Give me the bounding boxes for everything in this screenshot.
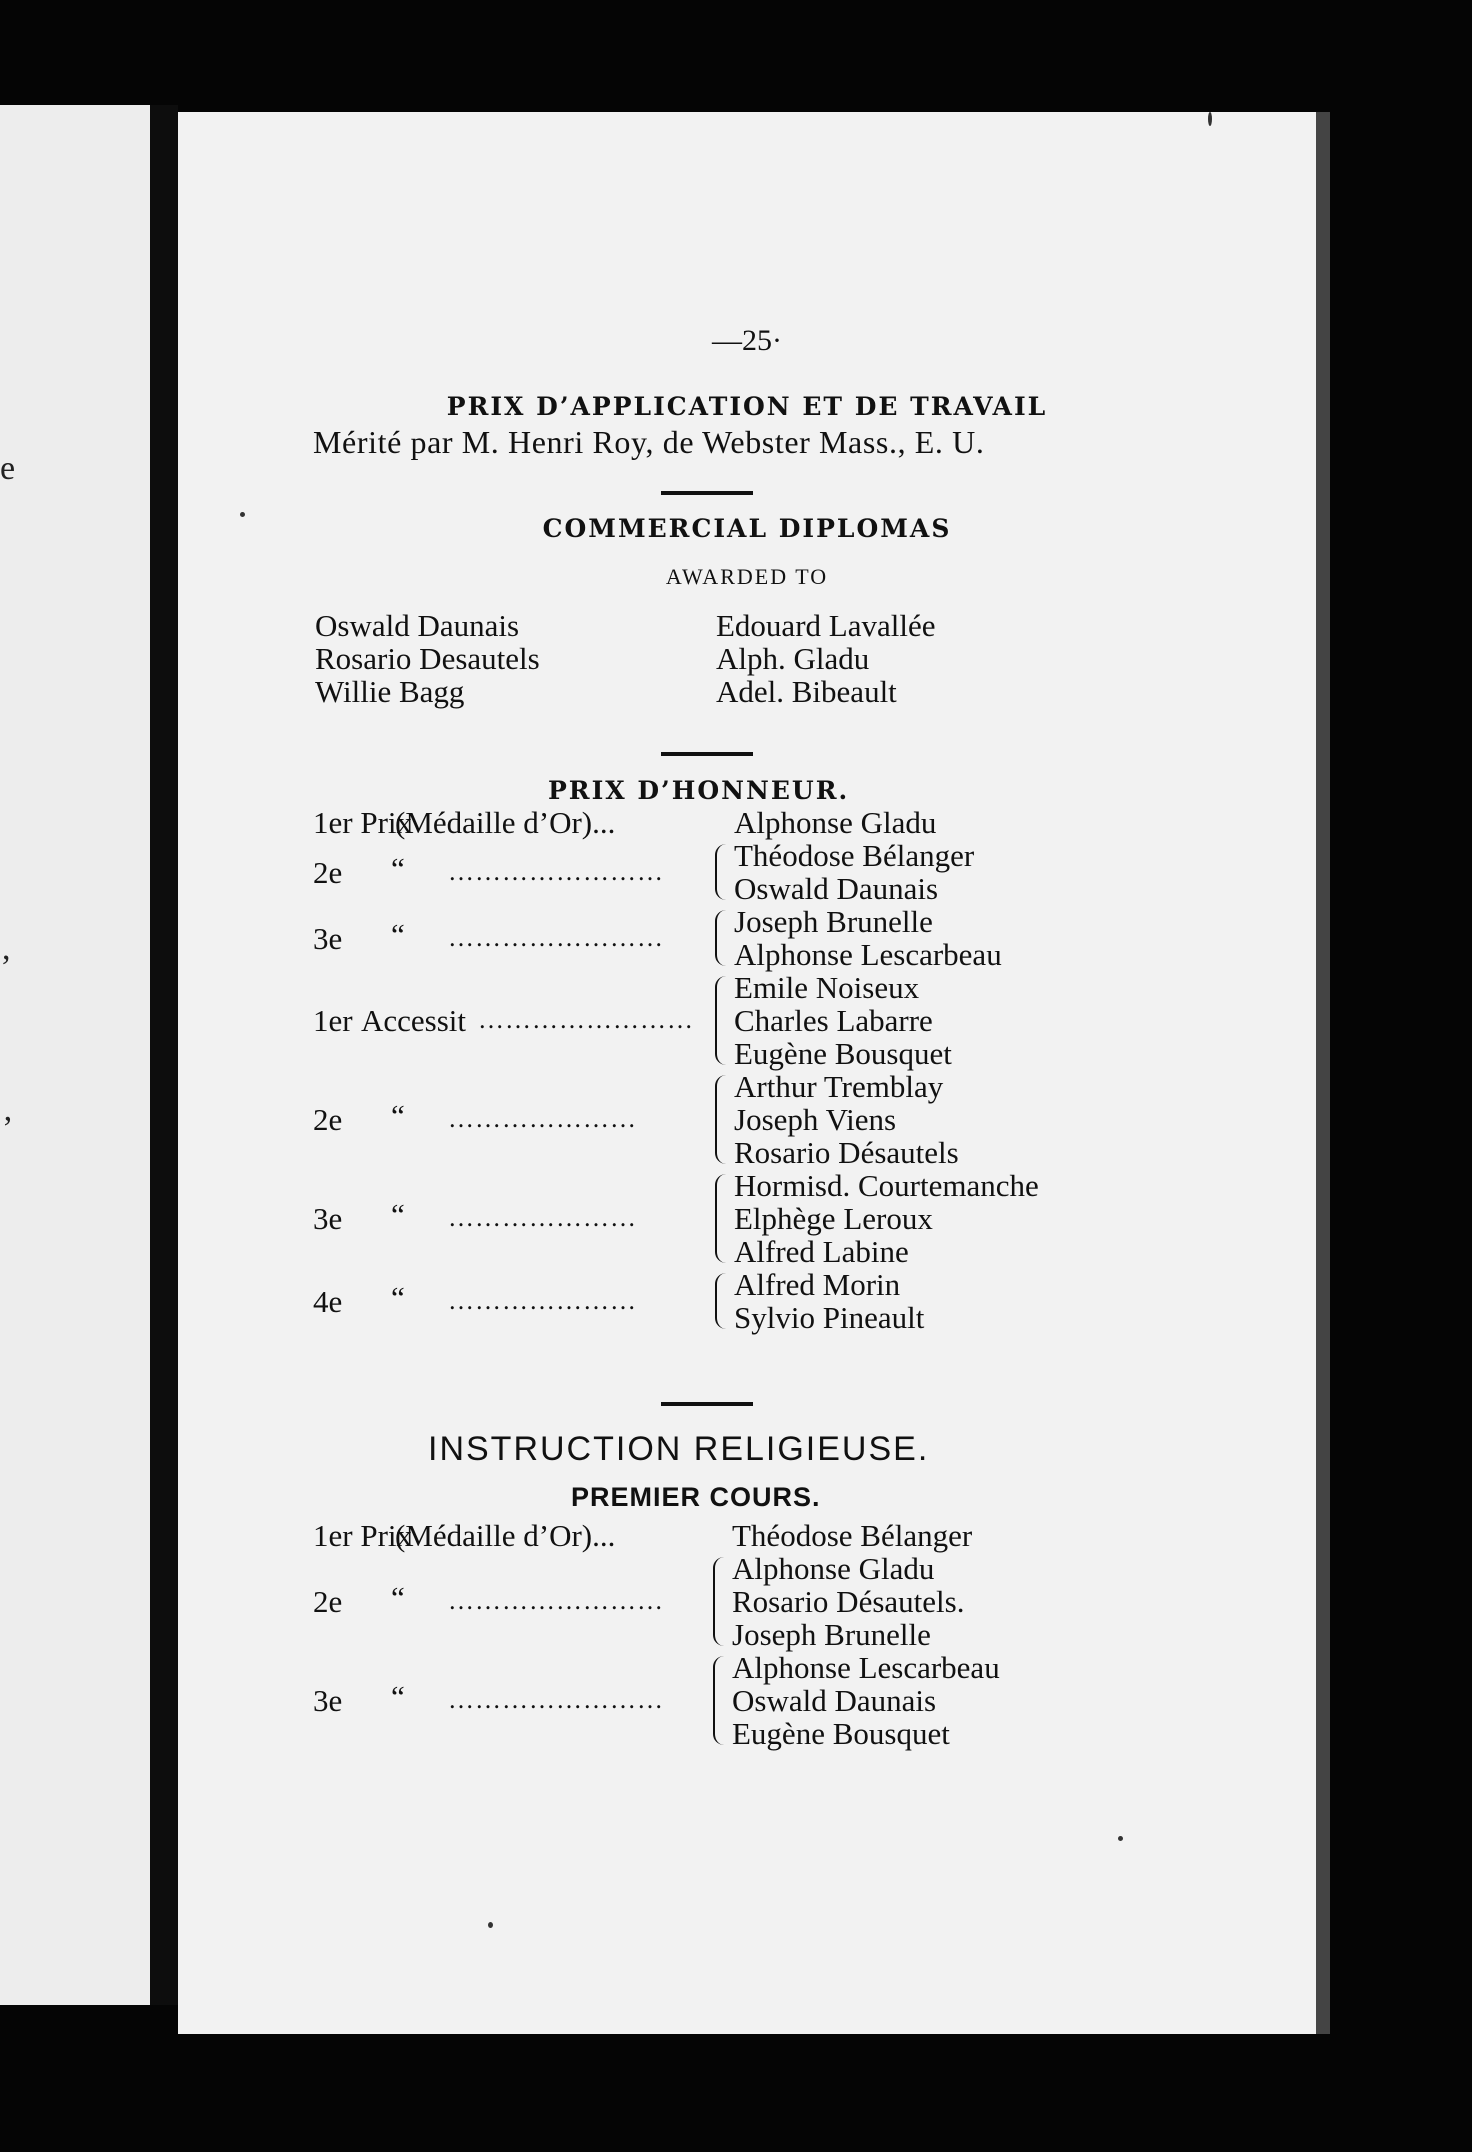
diploma-recipient-name: Adel. Bibeault [716,674,897,709]
section-divider [661,491,753,495]
grouping-brace [715,976,726,1065]
prize-label: 2e [313,1102,343,1137]
grouping-brace [715,910,726,966]
previous-page-edge [0,105,150,2005]
leader-dots: ………………… [448,1203,637,1232]
prize-recipient-name: Théodose Bélanger [734,838,975,873]
ditto-mark: “ [391,1098,405,1133]
scan-speck [240,512,245,517]
ditto-mark: “ [391,1580,405,1615]
prize-recipient-name: Alphonse Lescarbeau [734,937,1002,972]
prize-recipient-name: Elphège Leroux [734,1201,933,1236]
prize-recipient-name: Sylvio Pineault [734,1300,925,1335]
prize-label: 3e [313,1201,343,1236]
leader-dots: …………………… [448,1586,664,1615]
prix-application-title: PRIX D’APPLICATION ET DE TRAVAIL [446,392,1048,421]
prize-recipient-name: Oswald Daunais [734,871,939,906]
prize-recipient-name: Joseph Brunelle [734,904,933,939]
instruction-religieuse-title: INSTRUCTION RELIGIEUSE. [428,1430,930,1468]
ditto-mark: “ [391,1279,405,1315]
grouping-brace [713,1557,724,1646]
prize-recipient-name: Eugène Bousquet [734,1036,952,1071]
prize-medal-note: (Médaille d’Or)... [395,805,616,840]
merit-line: Mérité par M. Henri Roy, de Webster Mass., E. U. [313,424,985,460]
prize-recipient-name: Oswald Daunais [732,1683,937,1718]
diploma-recipient-name: Rosario Desautels [315,641,540,676]
book-gutter [150,105,178,2005]
prize-label: 1er [313,1003,353,1038]
premier-cours-subtitle: PREMIER COURS. [571,1482,821,1512]
section-divider [661,1402,753,1406]
scan-speck [1208,112,1212,126]
prize-recipient-name: Théodose Bélanger [732,1518,973,1553]
prize-recipient-name: Rosario Désautels. [732,1584,965,1619]
document-page [178,112,1330,2034]
ditto-mark: “ [391,1679,405,1714]
prize-recipient-name: Alfred Morin [734,1267,901,1302]
prize-medal-note: (Médaille d’Or)... [395,1518,616,1553]
leader-dots: …………………… [448,1685,664,1714]
grouping-brace [715,1075,726,1164]
prize-recipient-name: Alphonse Gladu [734,805,937,840]
prize-label: 3e [313,1683,343,1718]
leader-dots: ………………… [448,1285,637,1315]
prize-recipient-name: Alphonse Lescarbeau [732,1650,1000,1685]
diploma-recipient-name: Alph. Gladu [716,641,870,676]
previous-page-fragment: ’ [2,1110,14,1147]
diploma-recipient-name: Edouard Lavallée [716,608,936,643]
prize-label: 1er Prix [313,1518,413,1553]
leader-dots: …………………… [448,856,664,886]
prize-recipient-name: Rosario Désautels [734,1135,959,1170]
leader-dots: …………………… [448,922,664,952]
grouping-brace [715,1174,726,1263]
leader-dots: ………………… [448,1104,637,1133]
grouping-brace [715,1273,726,1329]
section-divider [661,752,753,756]
prize-recipient-name: Joseph Brunelle [732,1617,931,1652]
diploma-recipient-name: Willie Bagg [315,674,465,709]
previous-page-fragment: , [2,930,11,967]
prize-label: 3e [313,920,343,956]
prize-label: 2e [313,854,343,890]
prize-recipient-name: Emile Noiseux [734,970,920,1005]
grouping-brace [713,1656,724,1745]
scan-speck [1118,1836,1123,1841]
prize-recipient-name: Alfred Labine [734,1234,909,1269]
ditto-mark: “ [391,916,405,952]
prize-recipient-name: Alphonse Gladu [732,1551,935,1586]
page-number: —25· [712,324,782,357]
prize-accessit-label: Accessit [361,1003,467,1038]
prize-recipient-name: Arthur Tremblay [734,1069,944,1104]
prize-recipient-name: Hormisd. Courtemanche [734,1168,1039,1203]
ditto-mark: “ [391,850,405,886]
scan-speck [488,1922,493,1928]
prix-honneur-title: PRIX D’HONNEUR. [548,776,850,805]
grouping-brace [715,844,726,900]
prize-recipient-name: Joseph Viens [734,1102,897,1137]
previous-page-fragment: e [0,450,16,487]
prize-recipient-name: Eugène Bousquet [732,1716,950,1751]
ditto-mark: “ [391,1197,405,1232]
prize-label: 2e [313,1584,343,1619]
prize-label: 4e [313,1283,343,1319]
commercial-diplomas-title: COMMERCIAL DIPLOMAS [542,514,952,543]
diploma-recipient-name: Oswald Daunais [315,608,520,643]
leader-dots: …………………… [478,1005,694,1034]
awarded-to-subtitle: AWARDED TO [665,564,829,589]
prize-label: 1er Prix [313,805,413,840]
prize-recipient-name: Charles Labarre [734,1003,933,1038]
